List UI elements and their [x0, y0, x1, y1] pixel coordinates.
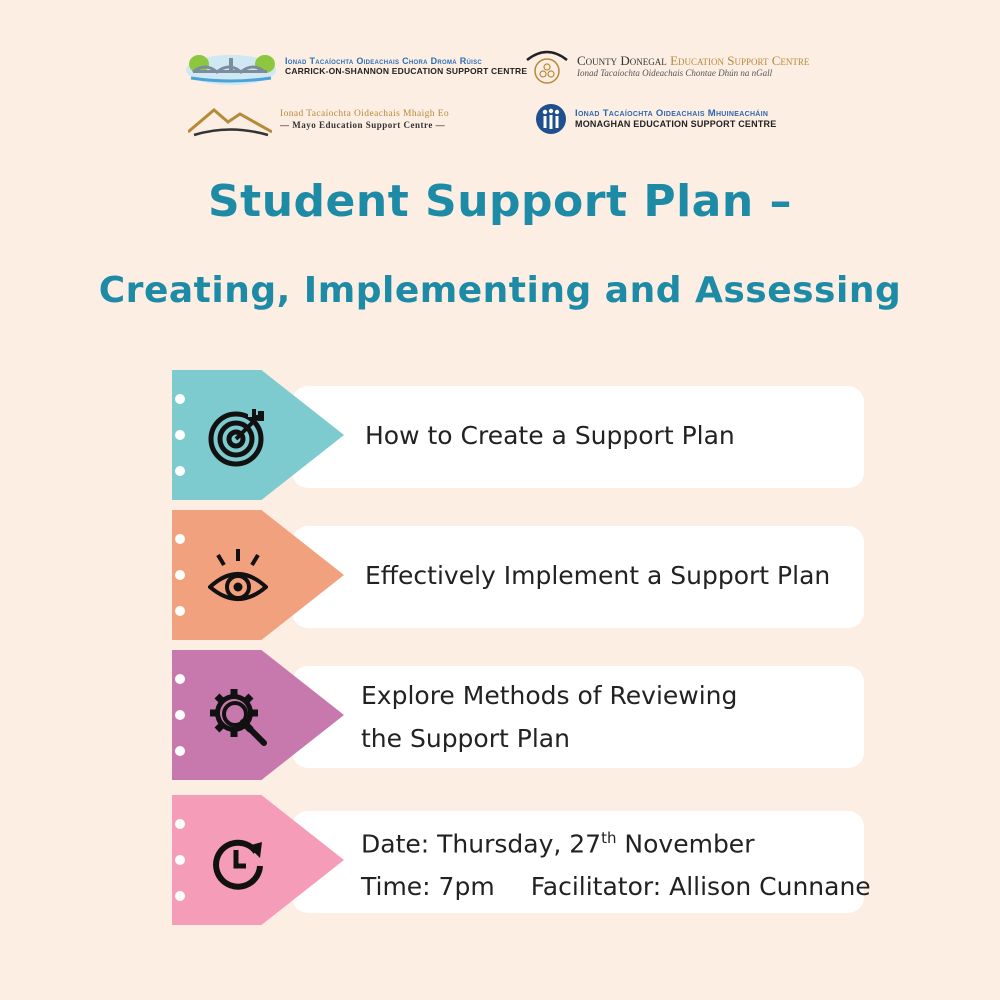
tab-holes	[175, 819, 185, 927]
tab-holes	[175, 534, 185, 642]
monaghan-logo-irish-name: Ionad Tacaíochta Oideachais Mhuineacháin	[575, 107, 769, 119]
gear-search-icon	[208, 687, 268, 747]
clock-refresh-icon	[208, 832, 268, 892]
topic-item-review	[172, 650, 872, 782]
mayo-logo	[188, 102, 449, 138]
tab-hole	[175, 606, 185, 616]
tab-hole	[175, 534, 185, 544]
donegal-logo	[525, 46, 809, 86]
donegal-logo-irish-name: Ionad Tacaíochta Oideachais Chontae Dhún na nGall	[577, 68, 773, 79]
tab-hole	[175, 570, 185, 580]
event-date: Date: Thursday, 27th November	[361, 829, 755, 859]
tab-hole	[175, 466, 185, 476]
mountain-logo-icon	[188, 102, 272, 138]
details-text	[361, 817, 871, 908]
target-icon	[208, 407, 268, 467]
page-title: Student Support Plan –	[207, 176, 792, 227]
mayo-logo-irish-name: Ionad Tacaíochta Oideachais Mhaigh Eo	[280, 108, 450, 119]
topic-label: How to Create a Support Plan	[365, 421, 735, 450]
tab-hole	[175, 674, 185, 684]
tab-holes	[175, 394, 185, 502]
page-subtitle: Creating, Implementing and Assessing	[98, 270, 902, 311]
tab-hole	[175, 394, 185, 404]
tab-hole	[175, 710, 185, 720]
bridge-logo-icon	[185, 46, 277, 86]
triskele-logo-icon	[525, 46, 569, 86]
topic-item-create	[172, 370, 872, 502]
tab-hole	[175, 855, 185, 865]
eye-icon	[208, 547, 268, 607]
topic-label: Explore Methods of Reviewing the Support Plan	[361, 681, 738, 753]
tab-hole	[175, 430, 185, 440]
event-facilitator: Facilitator: Allison Cunnane	[530, 872, 871, 902]
tab-hole	[175, 891, 185, 901]
event-time: Time: 7pm	[361, 872, 495, 902]
tab-holes	[175, 674, 185, 782]
monaghan-logo-english-name: MONAGHAN EDUCATION SUPPORT CENTRE	[575, 119, 777, 130]
topic-label: Effectively Implement a Support Plan	[365, 561, 831, 590]
mayo-logo-english-name: — Mayo Education Support Centre —	[280, 120, 446, 131]
details-item	[172, 795, 872, 927]
donegal-logo-name: County Donegal Education Support Centre	[577, 52, 810, 68]
monaghan-logo	[535, 103, 776, 135]
carrick-logo-irish-name: Ionad Tacaíochta Oideachais Chora Droma Rúisc	[285, 55, 483, 66]
tab-hole	[175, 746, 185, 756]
carrick-logo	[185, 46, 527, 86]
tab-hole	[175, 819, 185, 829]
monaghan-logo-icon	[535, 103, 567, 135]
topic-item-implement	[172, 510, 872, 642]
carrick-logo-english-name: CARRICK-ON-SHANNON EDUCATION SUPPORT CENTRE	[285, 66, 528, 77]
event-time-facilitator	[361, 865, 871, 908]
